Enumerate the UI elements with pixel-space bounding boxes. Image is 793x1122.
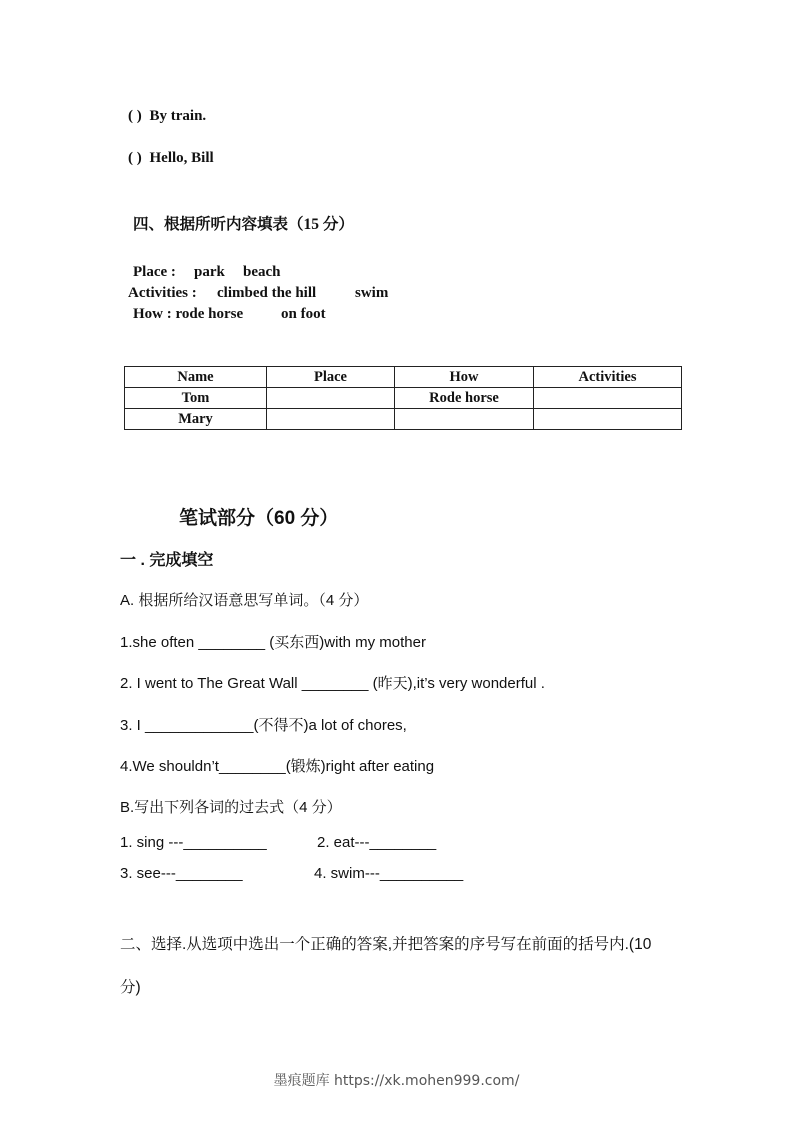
table-cell-place[interactable]	[267, 409, 395, 430]
question-train	[128, 108, 206, 125]
partB-title: B.写出下列各词的过去式（4 分）	[120, 799, 342, 816]
listening-table	[124, 366, 682, 430]
written-section-title: 笔试部分（60 分）	[179, 508, 339, 529]
answer-bracket: ( )	[128, 150, 142, 166]
footer-watermark: 墨痕题库 https://xk.mohen999.com/	[273, 1073, 520, 1089]
table-cell-activities[interactable]	[534, 388, 682, 409]
past-tense-item-1: 1. sing ---__________	[120, 834, 267, 851]
past-tense-item-3: 3. see---________	[120, 865, 243, 882]
table-header-activities: Activities	[534, 367, 682, 388]
word-bank-activity-1: climbed the hill	[217, 285, 317, 301]
word-bank-activity-2: swim	[355, 285, 389, 301]
question-text: Hello, Bill	[149, 150, 214, 166]
past-tense-item-2: 2. eat---________	[317, 834, 437, 851]
table-cell-activities[interactable]	[534, 409, 682, 430]
word-bank-activities-label: Activities :	[128, 285, 197, 301]
section4-title: 四、根据所听内容填表（15 分）	[133, 216, 354, 233]
table-header-row	[125, 367, 682, 388]
table-cell-place[interactable]	[267, 388, 395, 409]
part2-title-line2: 分)	[120, 979, 141, 996]
fill-item-3: 3. I _____________(不得不)a lot of chores,	[120, 717, 407, 734]
word-bank-how-label: How : rode horse	[133, 306, 244, 322]
fill-item-4: 4.We shouldn’t________(锻炼)right after eating	[120, 758, 435, 775]
question-text: By train.	[149, 108, 207, 124]
answer-bracket: ( )	[128, 108, 142, 124]
partA-title: A. 根据所给汉语意思写单词。（4 分）	[120, 592, 369, 609]
table-header-name: Name	[125, 367, 267, 388]
word-bank-place-1: park	[194, 264, 225, 280]
past-tense-item-4: 4. swim---__________	[314, 865, 464, 882]
table-cell-name: Tom	[125, 388, 267, 409]
table-row	[125, 388, 682, 409]
fill-item-1: 1.she often ________ (买东西)with my mother	[120, 634, 426, 651]
question-hello	[128, 150, 214, 167]
table-row	[125, 409, 682, 430]
table-cell-how[interactable]	[395, 409, 534, 430]
table-cell-how: Rode horse	[395, 388, 534, 409]
word-bank-how-2: on foot	[281, 306, 326, 322]
table-header-place: Place	[267, 367, 395, 388]
table-header-how: How	[395, 367, 534, 388]
part2-title-line1: 二、选择.从选项中选出一个正确的答案,并把答案的序号写在前面的括号内.(10	[120, 936, 652, 953]
word-bank-place-2: beach	[243, 264, 281, 280]
part1-title: 一 . 完成填空	[120, 552, 214, 569]
fill-item-2: 2. I went to The Great Wall ________ (昨天),it’s very wonderful .	[120, 675, 545, 692]
word-bank-place-label: Place :	[133, 264, 176, 280]
table-cell-name: Mary	[125, 409, 267, 430]
